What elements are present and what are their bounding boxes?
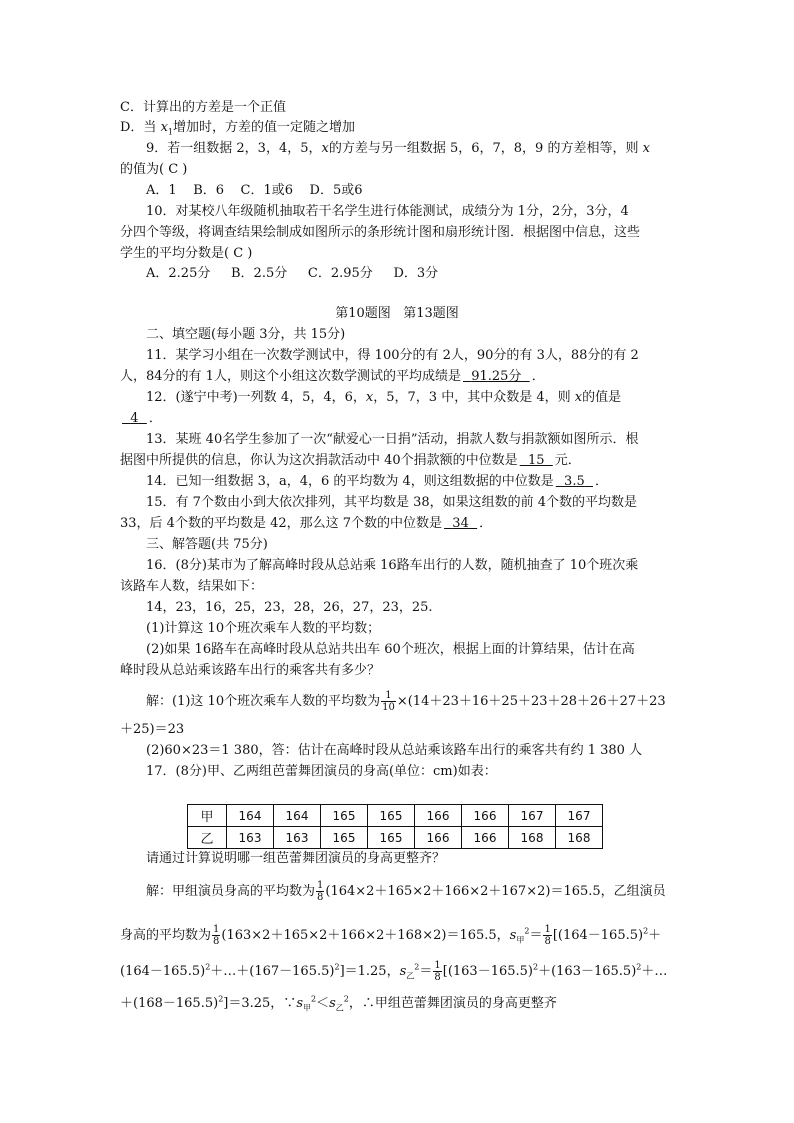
fraction-1-8: $\frac{1}{8}$ [213,924,220,947]
table-cell: 163 [274,827,321,849]
q10-options: A．2.25分 B．2.5分 C．2.95分 D．3分 [146,266,439,281]
q16-sub2-line2: 峰时段从总站乘该路车出行的乘客共有多少？ [120,663,381,678]
height-table [187,804,603,849]
q10-line2: 分四个等级，将调查结果绘制成如图所示的条形统计图和扇形统计图．根据图中信息，这些 [120,225,641,240]
table-cell: 165 [321,805,368,827]
section-2-heading: 二、填空题(每小题 3分，共 15分) [146,327,346,342]
q17-line1: 17．(8分)甲、乙两组芭蕾舞团演员的身高(单位：cm)如表： [146,764,497,779]
table-cell: 168 [556,827,603,849]
q16-solution-line3: (2)60×23＝1 380，答：估计在高峰时段从总站乘该路车出行的乘客共有约 1 380 人 [146,743,643,758]
table-cell: 166 [415,827,462,849]
row-label-cell: 乙 [188,827,227,849]
table-cell: 165 [368,827,415,849]
q9-line2: 的值为( C ) [120,162,188,177]
q12-line1: 12．(遂宁中考)一列数 4，5，4，6，x，5，7，3 中，其中众数是 4，则 x的值是 [146,390,622,405]
q12-line2: 4 ． [120,411,162,427]
q17-solution-line2: 身高的平均数为 $\frac{1}{8}$ (163×2＋165×2＋166×2＋168×2)＝165.5，$s_甲^2=$ $\frac{1}{8}$ [$(164-165.5)^2+$ [120,924,662,947]
figure-caption: 第10题图 第13题图 [335,306,459,321]
table-cell: 165 [321,827,368,849]
q13-line2: 据图中所提供的信息，你认为这次捐款活动中 40个捐款额的中位数是 15 元． [120,453,581,468]
q14-answer: 3.5 [564,474,585,489]
q17-solution-line4: $+(168-165.5)^2]=3.25$，$\because s_甲^2<s_乙^2$，∴甲组芭蕾舞团演员的身高更整齐 [120,994,557,1013]
table-cell: 167 [556,805,603,827]
q15-line1: 15．有 7个数由小到大依次排列，其平均数是 38，如果这组数的前 4个数的平均数是 [146,495,638,510]
table-cell: 164 [227,805,274,827]
q16-solution-line2: ＋25)＝23 [120,722,185,737]
q9-line1: 9．若一组数据 2，3，4，5，x的方差与另一组数据 5，6，7，8，9 的方差相等，则 x [146,141,650,156]
q10-line3: 学生的平均分数是( C ) [120,246,253,261]
table-cell: 166 [462,805,509,827]
fraction-1-8: $\frac{1}{8}$ [317,880,324,903]
q15-line2: 33，后 4个数的平均数是 42，那么这 7个数的中位数是 34 ． [120,516,493,531]
q16-line2: 该路车人数，结果如下： [120,579,264,594]
q13-answer: 15 [527,453,545,468]
fraction-1-8: $\frac{1}{8}$ [434,960,441,983]
q11-line1: 11．某学习小组在一次数学测试中，得 100分的有 2人，90分的有 3人，88分的有 2 [146,348,639,363]
table-cell: 167 [509,805,556,827]
q13-line1: 13．某班 40名学生参加了一次“献爱心一日捐”活动，捐款人数与捐款额如图所示．根 [146,432,639,447]
fraction-1-10: $\frac{1}{10}$ [382,690,395,713]
table-row [188,827,603,849]
q16-sub2-line1: (2)如果 16路车在高峰时段从总站共出车 60个班次，根据上面的计算结果，估计在高 [146,642,635,657]
q16-line1: 16．(8分)某市为了解高峰时段从总站乘 16路车出行的人数，随机抽查了 10个班次乘 [146,558,639,573]
table-row [188,805,603,827]
q11-answer: 91.25分 [471,369,522,384]
q15-answer: 34 [452,516,469,531]
q16-solution-line1: 解：(1)这 10个班次乘车人数的平均数为 $\frac{1}{10}$ ×(14＋23＋16＋25＋23＋28＋26＋27＋23 [146,690,666,713]
fraction-1-8: $\frac{1}{8}$ [544,924,551,947]
table-cell: 163 [227,827,274,849]
section-3-heading: 三、解答题(共 75分) [146,537,268,552]
table-cell: 165 [368,805,415,827]
q8-option-d: D．当 $x_1$增加时，方差的值一定随之增加 [120,120,356,137]
q17-solution-line1: 解：甲组演员身高的平均数为 $\frac{1}{8}$ (164×2＋165×2＋166×2＋167×2)＝165.5，乙组演员 [146,880,666,903]
q14-line: 14．已知一组数据 3，a，4，6 的平均数为 4，则这组数据的中位数是 3.5 ． [146,474,609,489]
table-cell: 166 [415,805,462,827]
table-cell: 166 [462,827,509,849]
q12-answer: 4 [130,411,139,426]
table-cell: 168 [509,827,556,849]
q17-solution-line3: $(164-165.5)^2+\dots+(167-165.5)^2]=1.25$，$s_乙^2=$ $\frac{1}{8}$ [$(163-165.5)^2+(163-165.5)^2+\dots$ [120,960,668,983]
q8-option-c: C．计算出的方差是一个正值 [120,100,286,115]
q10-line1: 10．对某校八年级随机抽取若干名学生进行体能测试，成绩分为 1分，2分，3分，4 [146,204,629,219]
q17-question: 请通过计算说明哪一组芭蕾舞团演员的身高更整齐？ [146,851,446,866]
q16-sub1: (1)计算这 10个班次乘车人数的平均数； [146,621,381,636]
q16-data: 14，23，16，25，23，28，26，27，23，25. [146,600,433,615]
row-label-cell: 甲 [188,805,227,827]
q9-options: A．1 B．6 C．1或6 D．5或6 [146,183,363,198]
table-cell: 164 [274,805,321,827]
q11-line2: 人，84分的有 1人，则这个小组这次数学测试的平均成绩是 91.25分 ． [120,369,545,384]
